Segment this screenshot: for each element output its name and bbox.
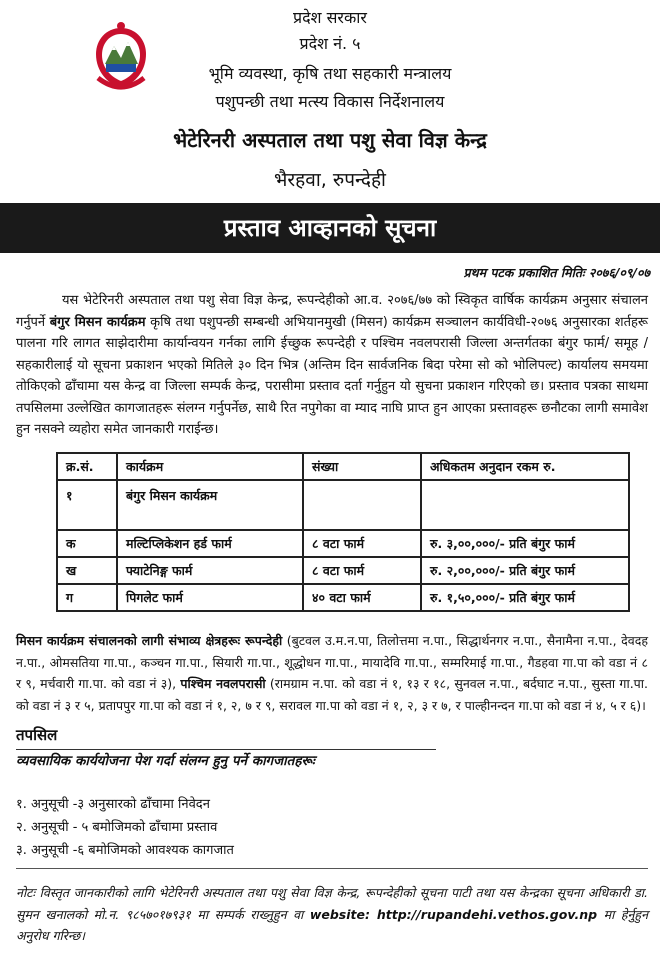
table-cell: रु. ३,००,०००/- प्रति बंगुर फार्म <box>421 530 629 557</box>
list-item: ३. अनुसूची -६ बमोजिमको आवश्यक कागजात <box>16 843 234 858</box>
office-name: भेटेरिनरी अस्पताल तथा पशु सेवा विज्ञ केन्द्र <box>173 128 487 152</box>
table-cell: क <box>57 530 117 557</box>
ministry-name: भूमि व्यवस्था, कृषि तथा सहकारी मन्त्रालय <box>208 64 452 83</box>
table-header: क्र.सं. <box>57 453 117 480</box>
table-cell: पिगलेट फार्म <box>117 584 303 611</box>
intro-paragraph <box>16 290 648 441</box>
table-cell: रु. १,५०,०००/- प्रति बंगुर फार्म <box>421 584 629 611</box>
table-cell: ४० वटा फार्म <box>303 584 421 611</box>
areas-paragraph <box>16 630 648 716</box>
table-cell: ८ वटा फार्म <box>303 557 421 584</box>
header-line-2: प्रदेश नं. ५ <box>299 34 361 53</box>
table-cell: बंगुर मिसन कार्यक्रम <box>117 480 303 530</box>
table-cell: ८ वटा फार्म <box>303 530 421 557</box>
areas-rupandehi-list: (बुटवल उ.म.न.पा, तिलोत्तमा न.पा., सिद्धार्थनगर न.पा., सैनामैना न.पा., देवदह न.पा., ओमसतिया गा.पा., कञ्चन गा.पा., सियारी गा.पा., शूद्धोधन गा.पा., मायादेवि गा.पा., सम्मरिमाई गा.पा., गैडहवा गा.पा को वडा नं ८ र ९, मर्चवारी गा.पा. को वडा नं ३), <box>16 633 648 691</box>
table-cell: ख <box>57 557 117 584</box>
note-suffix: मा हेर्नुहुन अनुरोध गरिन्छ। <box>16 906 649 943</box>
table-row <box>57 480 629 530</box>
list-item: २. अनुसूची - ५ बमोजिमको ढाँचामा प्रस्ताव <box>16 820 218 835</box>
list-item: १. अनुसूची -३ अनुसारको ढाँचामा निवेदन <box>16 797 210 812</box>
program-table <box>56 452 630 612</box>
table-cell: रु. २,००,०००/- प्रति बंगुर फार्म <box>421 557 629 584</box>
areas-west-list: (रामग्राम न.पा. को वडा नं १, १३ र १८, सुनवल न.पा., बर्दघाट न.पा., सुस्ता गा.पा. को वडा नं ३ र ५, प्रतापपुर गा.पा को वडा नं १, २, ७ र ९, सरावल गा.पा को वडा नं १, २, ३ र ७, र पाल्हीनन्दन गा.पा को वडा नं ४, ५ र ६)। <box>16 676 648 713</box>
areas-west-nawalparasi: पश्चिम नवलपरासी <box>180 676 266 691</box>
table-row <box>57 584 629 611</box>
tapsil-subtitle: व्यवसायिक कार्ययोजना पेश गर्दा संलग्न हुनु पर्ने कागजातहरूः <box>16 749 436 769</box>
tapsil-title: तपसिल <box>16 726 58 744</box>
table-cell: फ्याटेनिङ्ग फार्म <box>117 557 303 584</box>
table-cell <box>303 480 421 530</box>
table-cell: मल्टिप्लिकेशन हर्ड फार्म <box>117 530 303 557</box>
table-cell <box>421 480 629 530</box>
directorate-name: पशुपन्छी तथा मत्स्य विकास निर्देशनालय <box>215 92 445 111</box>
intro-part-2: कृषि तथा पशुपन्छी सम्बन्धी अभियानमुखी (मिसन) कार्यक्रम सञ्चालन कार्यविधी-२०७६ अनुसारका शर्तहरू पालना गरि लागत साझेदारीमा कार्यान्वयन गर्नका लागि ईच्छुक रूपन्देही र पश्चिम नवलपरासी जिल्ला अन्तर्गतका बंगुर फार्म/ समूह / सहकारीलाई यो सूचना प्रकाशन भएको मितिले ३० दिन भित्र (अन्तिम दिन सार्वजनिक बिदा परेमा सो को भोलिपल्ट) कार्यालय समयमा तोकिएको ढाँचामा यस केन्द्र वा जिल्ला सम्पर्क केन्द्र, परासीमा प्रस्ताव दर्ता गर्नुहुन यो सुचना प्रकाशन गरिएको छ। प्रस्ताव पत्रका साथमा तपसिलमा उल्लेखित कागजातहरू संलग्न गर्नुपर्नेछ, साथै रित नपुगेका वा म्याद नाघि प्राप्त हुन आएका प्रस्तावहरू छनौटका लागी समावेश हुन नसक्ने व्यहोरा समेत जानकारी गराईन्छ। <box>16 314 648 437</box>
website-link[interactable]: website: http://rupandehi.vethos.gov.np <box>309 906 598 922</box>
office-location: भैरहवा, रुपन्देही <box>274 169 386 191</box>
divider <box>16 868 648 869</box>
publish-date: प्रथम पटक प्रकाशित मितिः २०७६/०९/०७ <box>463 265 650 280</box>
table-header: अधिकतम अनुदान रकम रु. <box>421 453 629 480</box>
notice-title: प्रस्ताव आव्हानको सूचना <box>0 203 660 253</box>
header-line-1: प्रदेश सरकार <box>293 8 367 27</box>
table-row <box>57 557 629 584</box>
table-header-row <box>57 453 629 480</box>
table-header: कार्यक्रम <box>117 453 303 480</box>
table-row <box>57 530 629 557</box>
areas-lead: मिसन कार्यक्रम संचालनको लागी संभाव्य क्षेत्रहरूः रूपन्देही <box>16 633 283 648</box>
intro-part-1: यस भेटेरिनरी अस्पताल तथा पशु सेवा विज्ञ केन्द्र, रूपन्देहीको आ.व. २०७६/७७ को स्विकृत वार्षिक कार्यक्रम अनुसार संचालन गर्नुपर्ने <box>16 293 648 330</box>
table-header: संख्या <box>303 453 421 480</box>
table-cell: ग <box>57 584 117 611</box>
table-cell: १ <box>57 480 117 530</box>
note-paragraph <box>16 882 648 947</box>
note-text: नोटः विस्तृत जानकारीको लागि भेटेरिनरी अस्पताल तथा पशु सेवा विज्ञ केन्द्र, रूपन्देहीको सूचना पाटी तथा यस केन्द्रका सूचना अधिकारी डा. सुमन खनालको मो.न. ९८५७०१७९३१ मा सम्पर्क राख्नुहुन वा <box>16 885 648 922</box>
intro-program: बंगुर मिसन कार्यक्रम <box>49 314 146 330</box>
